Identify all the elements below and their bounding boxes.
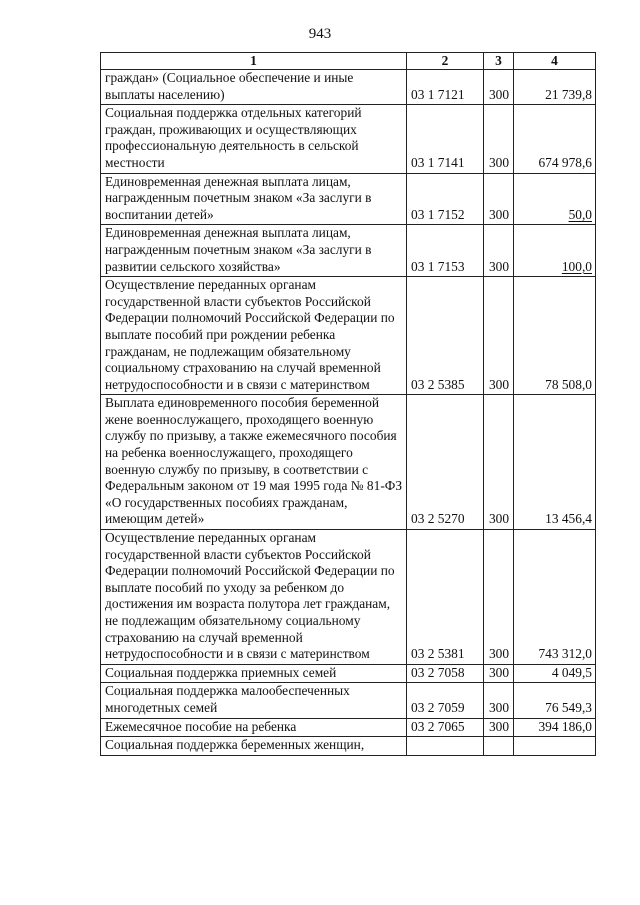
- row-amount: 78 508,0: [514, 277, 596, 395]
- row-name: Социальная поддержка беременных женщин,: [101, 737, 407, 756]
- row-amount: 76 549,3: [514, 683, 596, 718]
- row-code: 03 2 7058: [407, 664, 484, 683]
- row-code: 03 1 7152: [407, 173, 484, 225]
- row-type: 300: [484, 683, 514, 718]
- row-amount: 674 978,6: [514, 105, 596, 173]
- row-amount: 21 739,8: [514, 70, 596, 105]
- row-code: 03 2 5270: [407, 395, 484, 530]
- table-row: [101, 277, 596, 395]
- col-header-4: 4: [514, 53, 596, 70]
- row-amount: 13 456,4: [514, 395, 596, 530]
- row-type: 300: [484, 225, 514, 277]
- row-name: Единовременная денежная выплата лицам, награжденным почетным знаком «За заслуги в развитии сельского хозяйства»: [101, 225, 407, 277]
- row-name: Выплата единовременного пособия беременной жене военнослужащего, проходящего военную службу по призыву, а также ежемесячного пособия на ребенка военнослужащего, проходящего военную службу по призыву, в соответствии с Федеральным законом от 19 мая 1995 года № 81-ФЗ «О государственных пособиях гражданам, имеющим детей»: [101, 395, 407, 530]
- row-name: Ежемесячное пособие на ребенка: [101, 718, 407, 737]
- row-code: [407, 737, 484, 756]
- row-type: 300: [484, 395, 514, 530]
- table-row: [101, 664, 596, 683]
- header-row: [101, 53, 596, 70]
- table-row: [101, 718, 596, 737]
- row-code: 03 1 7121: [407, 70, 484, 105]
- row-type: 300: [484, 173, 514, 225]
- row-amount: [514, 737, 596, 756]
- table-row: [101, 105, 596, 173]
- table-row: [101, 683, 596, 718]
- table-row: [101, 225, 596, 277]
- table-row: [101, 173, 596, 225]
- row-type: 300: [484, 718, 514, 737]
- row-name: Осуществление переданных органам государственной власти субъектов Российской Федерации полномочий Российской Федерации по выплате пособий при рождении ребенка гражданам, не подлежащим обязательному социальному страхованию на случай временной нетрудоспособности и в связи с материнством: [101, 277, 407, 395]
- col-header-3: 3: [484, 53, 514, 70]
- row-type: 300: [484, 530, 514, 665]
- table-row: [101, 530, 596, 665]
- col-header-1: 1: [101, 53, 407, 70]
- row-type: 300: [484, 105, 514, 173]
- row-amount: 50,0: [514, 173, 596, 225]
- row-amount: 743 312,0: [514, 530, 596, 665]
- row-code: 03 1 7141: [407, 105, 484, 173]
- row-name: Социальная поддержка малообеспеченных многодетных семей: [101, 683, 407, 718]
- row-code: 03 1 7153: [407, 225, 484, 277]
- page-number: 943: [308, 26, 332, 42]
- row-name: Социальная поддержка приемных семей: [101, 664, 407, 683]
- col-header-2: 2: [407, 53, 484, 70]
- row-type: 300: [484, 277, 514, 395]
- row-name: Единовременная денежная выплата лицам, награжденным почетным знаком «За заслуги в воспитании детей»: [101, 173, 407, 225]
- row-amount: 394 186,0: [514, 718, 596, 737]
- row-name: Осуществление переданных органам государственной власти субъектов Российской Федерации полномочий Российской Федерации по выплате пособий по уходу за ребенком до достижения им возраста полутора лет гражданам, не подлежащим обязательному социальному страхованию на случай временной нетрудоспособности и в связи с материнством: [101, 530, 407, 665]
- budget-table: [100, 52, 596, 756]
- row-code: 03 2 7059: [407, 683, 484, 718]
- table-row: [101, 70, 596, 105]
- table-row: [101, 737, 596, 756]
- row-type: [484, 737, 514, 756]
- row-amount: 100,0: [514, 225, 596, 277]
- row-type: 300: [484, 664, 514, 683]
- row-amount: 4 049,5: [514, 664, 596, 683]
- table-row: [101, 395, 596, 530]
- row-name: граждан» (Социальное обеспечение и иные выплаты населению): [101, 70, 407, 105]
- row-code: 03 2 5381: [407, 530, 484, 665]
- row-code: 03 2 5385: [407, 277, 484, 395]
- row-name: Социальная поддержка отдельных категорий граждан, проживающих и осуществляющих профессиональную деятельность в сельской местности: [101, 105, 407, 173]
- row-type: 300: [484, 70, 514, 105]
- row-code: 03 2 7065: [407, 718, 484, 737]
